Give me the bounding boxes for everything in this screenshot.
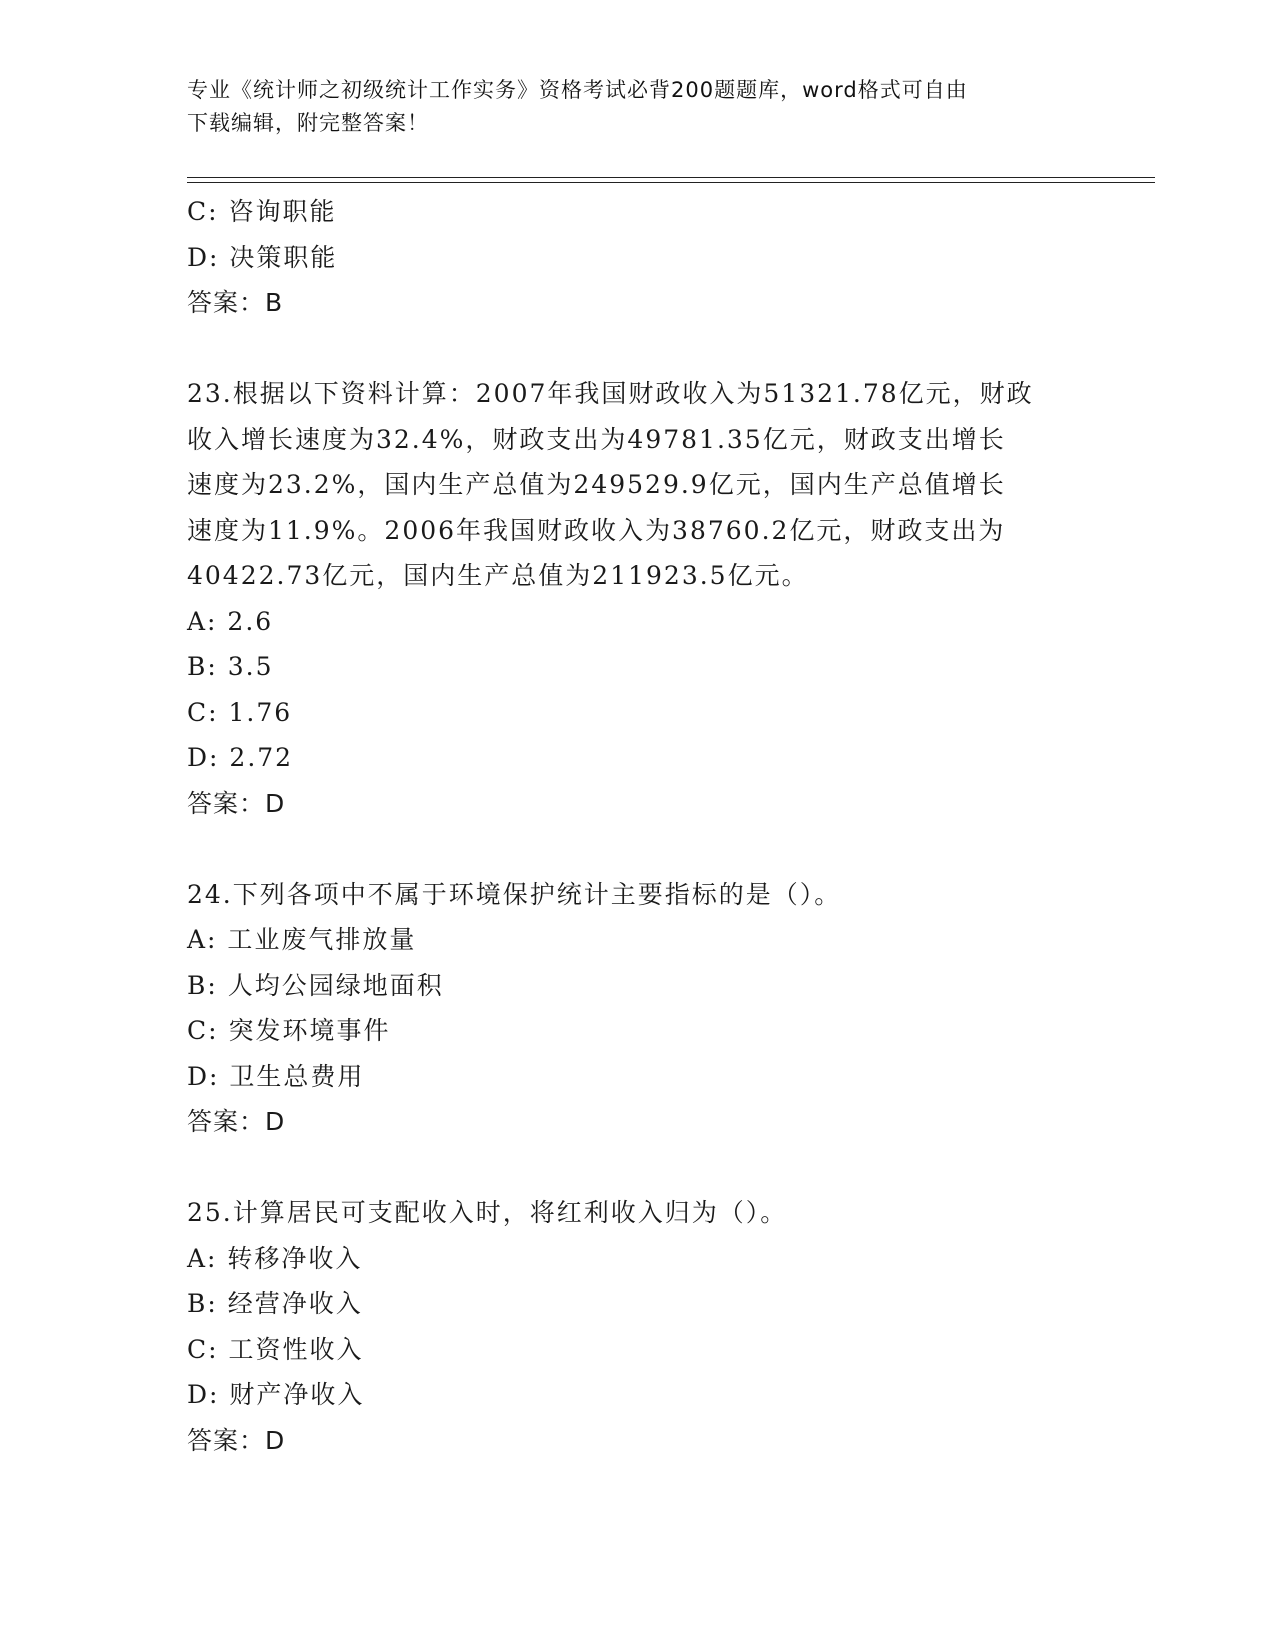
option-a: A: 工业废气排放量: [187, 925, 417, 954]
header-rule-bottom: [187, 182, 1155, 183]
option-d: D: 决策职能: [187, 242, 338, 272]
question-stem-line: 40422.73亿元，国内生产总值为211923.5亿元。: [187, 561, 809, 590]
option-d: D: 2.72: [187, 743, 294, 772]
option-d: D: 卫生总费用: [187, 1061, 365, 1091]
question-stem-line: 速度为11.9%。2006年我国财政收入为38760.2亿元，财政支出为: [187, 515, 1006, 545]
document-header: [187, 74, 1067, 140]
answer: 答案：D: [187, 1425, 286, 1455]
option-a: A: 转移净收入: [187, 1243, 363, 1273]
spacer: [187, 326, 1087, 372]
question-22-continued: [187, 189, 1087, 326]
header-line-2: 下载编辑，附完整答案！: [187, 111, 429, 135]
option-b: B: 人均公园绿地面积: [187, 970, 444, 1000]
answer: 答案：D: [187, 788, 286, 818]
header-line-1: 专业《统计师之初级统计工作实务》资格考试必背200题题库，word格式可自由: [187, 78, 968, 102]
option-b: B: 经营净收入: [187, 1289, 363, 1318]
question-stem: 25.计算居民可支配收入时，将红利收入归为（）。: [187, 1198, 788, 1227]
question-stem-line: 23.根据以下资料计算：2007年我国财政收入为51321.78亿元，财政: [187, 379, 1034, 408]
option-c: C: 咨询职能: [187, 197, 337, 226]
option-c: C: 1.76: [187, 697, 293, 727]
question-stem: 24.下列各项中不属于环境保护统计主要指标的是（）。: [187, 879, 842, 909]
question-25: [187, 1190, 1087, 1463]
option-b: B: 3.5: [187, 652, 274, 681]
spacer: [187, 1145, 1087, 1191]
question-stem-line: 速度为23.2%，国内生产总值为249529.9亿元，国内生产总值增长: [187, 470, 1006, 499]
spacer: [187, 826, 1087, 872]
answer: 答案：B: [187, 288, 284, 317]
option-c: C: 突发环境事件: [187, 1016, 391, 1045]
answer: 答案：D: [187, 1107, 286, 1136]
question-23: [187, 371, 1087, 826]
question-24: [187, 872, 1087, 1145]
option-d: D: 财产净收入: [187, 1380, 365, 1409]
document-body: [187, 189, 1087, 1463]
option-c: C: 工资性收入: [187, 1334, 364, 1364]
header-rule-top: [187, 177, 1155, 178]
option-a: A: 2.6: [187, 606, 274, 636]
question-stem-line: 收入增长速度为32.4%，财政支出为49781.35亿元，财政支出增长: [187, 424, 1006, 454]
